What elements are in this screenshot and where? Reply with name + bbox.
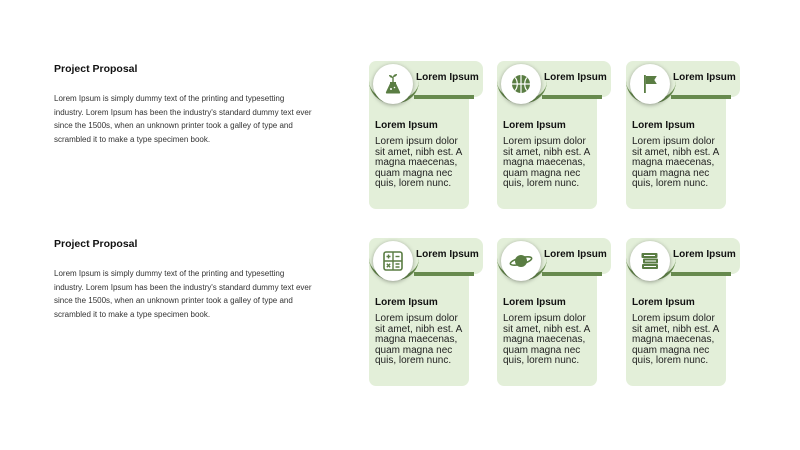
card-text: Lorem ipsum dolor sit amet, nibh est. A magna maecenas, quam magna nec quis, lorem nunc. bbox=[503, 313, 590, 366]
card-3 bbox=[626, 61, 736, 209]
card-heading: Lorem Ipsum bbox=[375, 120, 438, 131]
card-heading: Lorem Ipsum bbox=[632, 120, 695, 131]
section-title-2: Project Proposal bbox=[54, 238, 138, 250]
section-body-1: Lorem Ipsum is simply dummy text of the printing and typesetting industry. Lorem Ipsum has been the industry's standard dummy text ever since the 1500s, when an unknown printer took a galley of type and scrambled it to make a type specimen book. bbox=[54, 94, 312, 144]
card-5 bbox=[497, 238, 607, 386]
card-stripe bbox=[414, 95, 474, 99]
card-text: Lorem ipsum dolor sit amet, nibh est. A magna maecenas, quam magna nec quis, lorem nunc. bbox=[503, 136, 590, 189]
card-tab-label: Lorem Ipsum bbox=[416, 72, 479, 83]
card-stripe bbox=[671, 95, 731, 99]
card-1 bbox=[369, 61, 479, 209]
books-icon bbox=[638, 249, 662, 273]
card-2 bbox=[497, 61, 607, 209]
card-heading: Lorem Ipsum bbox=[632, 297, 695, 308]
card-text: Lorem ipsum dolor sit amet, nibh est. A magna maecenas, quam magna nec quis, lorem nunc. bbox=[375, 136, 462, 189]
card-stripe bbox=[414, 272, 474, 276]
card-stripe bbox=[542, 95, 602, 99]
basketball-icon bbox=[509, 72, 533, 96]
calculator-icon bbox=[381, 249, 405, 273]
card-text: Lorem ipsum dolor sit amet, nibh est. A magna maecenas, quam magna nec quis, lorem nunc. bbox=[632, 313, 719, 366]
card-text: Lorem ipsum dolor sit amet, nibh est. A magna maecenas, quam magna nec quis, lorem nunc. bbox=[375, 313, 462, 366]
flag-icon bbox=[638, 72, 662, 96]
card-icon-circle bbox=[501, 241, 541, 281]
card-6 bbox=[626, 238, 736, 386]
card-icon-circle bbox=[630, 241, 670, 281]
card-tab-label: Lorem Ipsum bbox=[544, 249, 607, 260]
card-icon-circle bbox=[630, 64, 670, 104]
card-text: Lorem ipsum dolor sit amet, nibh est. A magna maecenas, quam magna nec quis, lorem nunc. bbox=[632, 136, 719, 189]
card-tab-label: Lorem Ipsum bbox=[673, 249, 736, 260]
card-heading: Lorem Ipsum bbox=[503, 120, 566, 131]
card-stripe bbox=[671, 272, 731, 276]
card-stripe bbox=[542, 272, 602, 276]
planet-icon bbox=[509, 249, 533, 273]
section-title-1: Project Proposal bbox=[54, 63, 138, 75]
card-4 bbox=[369, 238, 479, 386]
card-icon-circle bbox=[373, 241, 413, 281]
card-tab-label: Lorem Ipsum bbox=[416, 249, 479, 260]
card-heading: Lorem Ipsum bbox=[375, 297, 438, 308]
card-heading: Lorem Ipsum bbox=[503, 297, 566, 308]
plant-flask-icon bbox=[381, 72, 405, 96]
section-body-2: Lorem Ipsum is simply dummy text of the printing and typesetting industry. Lorem Ipsum has been the industry's standard dummy text ever since the 1500s, when an unknown printer took a galley of type and scrambled it to make a type specimen book. bbox=[54, 269, 312, 319]
card-icon-circle bbox=[373, 64, 413, 104]
card-icon-circle bbox=[501, 64, 541, 104]
card-tab-label: Lorem Ipsum bbox=[673, 72, 736, 83]
card-tab-label: Lorem Ipsum bbox=[544, 72, 607, 83]
